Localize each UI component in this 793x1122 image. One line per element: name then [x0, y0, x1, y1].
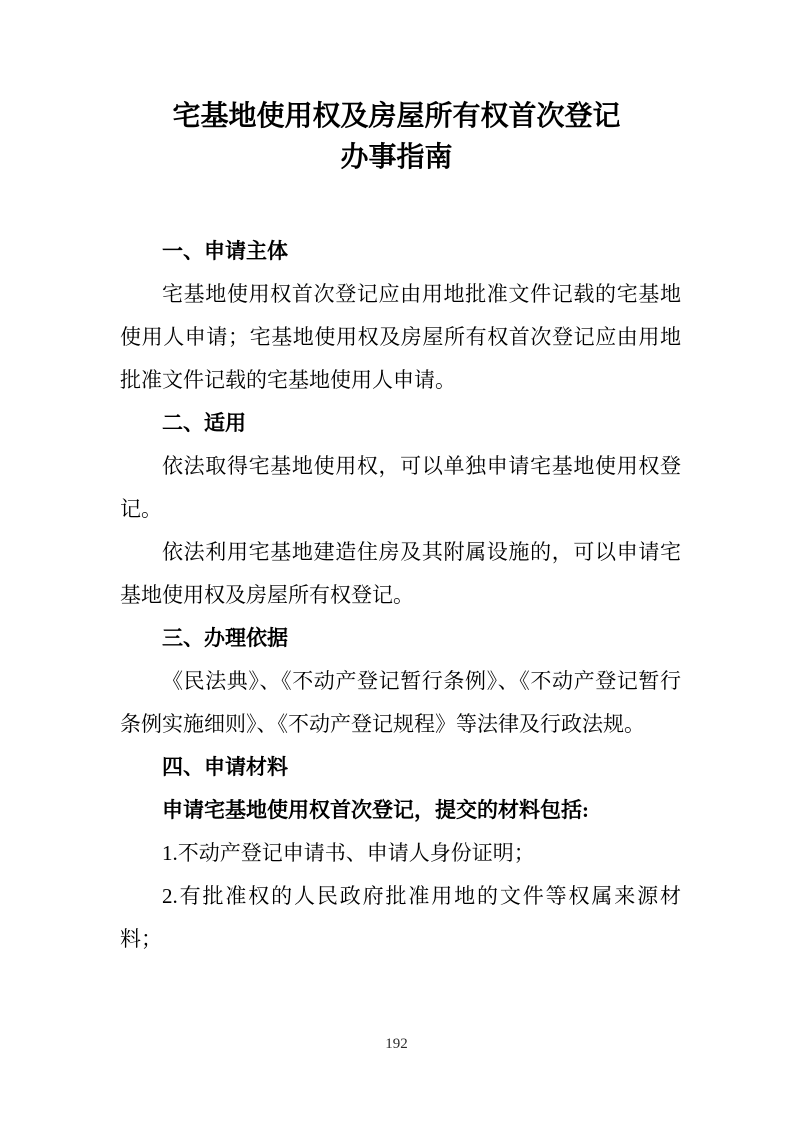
section-heading-1: 一、申请主体 — [162, 240, 288, 263]
materials-lead-paragraph: 申请宅基地使用权首次登记，提交的材料包括: — [162, 798, 589, 822]
material-item-2: 2.有批准权的人民政府批准用地的文件等权属来源材料； — [120, 884, 681, 951]
document-body — [120, 230, 681, 961]
paragraph: 依法取得宅基地使用权，可以单独申请宅基地使用权登记。 — [120, 454, 681, 521]
section-application-subject — [120, 230, 681, 402]
section-legal-basis — [120, 617, 681, 746]
section-heading-3: 三、办理依据 — [162, 627, 288, 650]
section-heading-4: 四、申请材料 — [162, 756, 288, 779]
section-application-materials — [120, 746, 681, 961]
paragraph: 依法利用宅基地建造住房及其附属设施的，可以申请宅基地使用权及房屋所有权登记。 — [120, 540, 681, 607]
section-heading-2: 二、适用 — [162, 412, 246, 435]
section-applicability — [120, 402, 681, 617]
paragraph: 宅基地使用权首次登记应由用地批准文件记载的宅基地使用人申请；宅基地使用权及房屋所有权首次登记应由用地批准文件记载的宅基地使用人申请。 — [120, 282, 681, 392]
document-title — [60, 96, 733, 178]
material-item-1: 1.不动产登记申请书、申请人身份证明； — [162, 841, 535, 865]
document-title-line-2: 办事指南 — [340, 142, 453, 173]
document-title-line-1: 宅基地使用权及房屋所有权首次登记 — [172, 101, 621, 132]
page-number: 192 — [385, 1036, 408, 1052]
paragraph: 《民法典》、《不动产登记暂行条例》、《不动产登记暂行条例实施细则》、《不动产登记规程》等法律及行政法规。 — [120, 669, 681, 736]
